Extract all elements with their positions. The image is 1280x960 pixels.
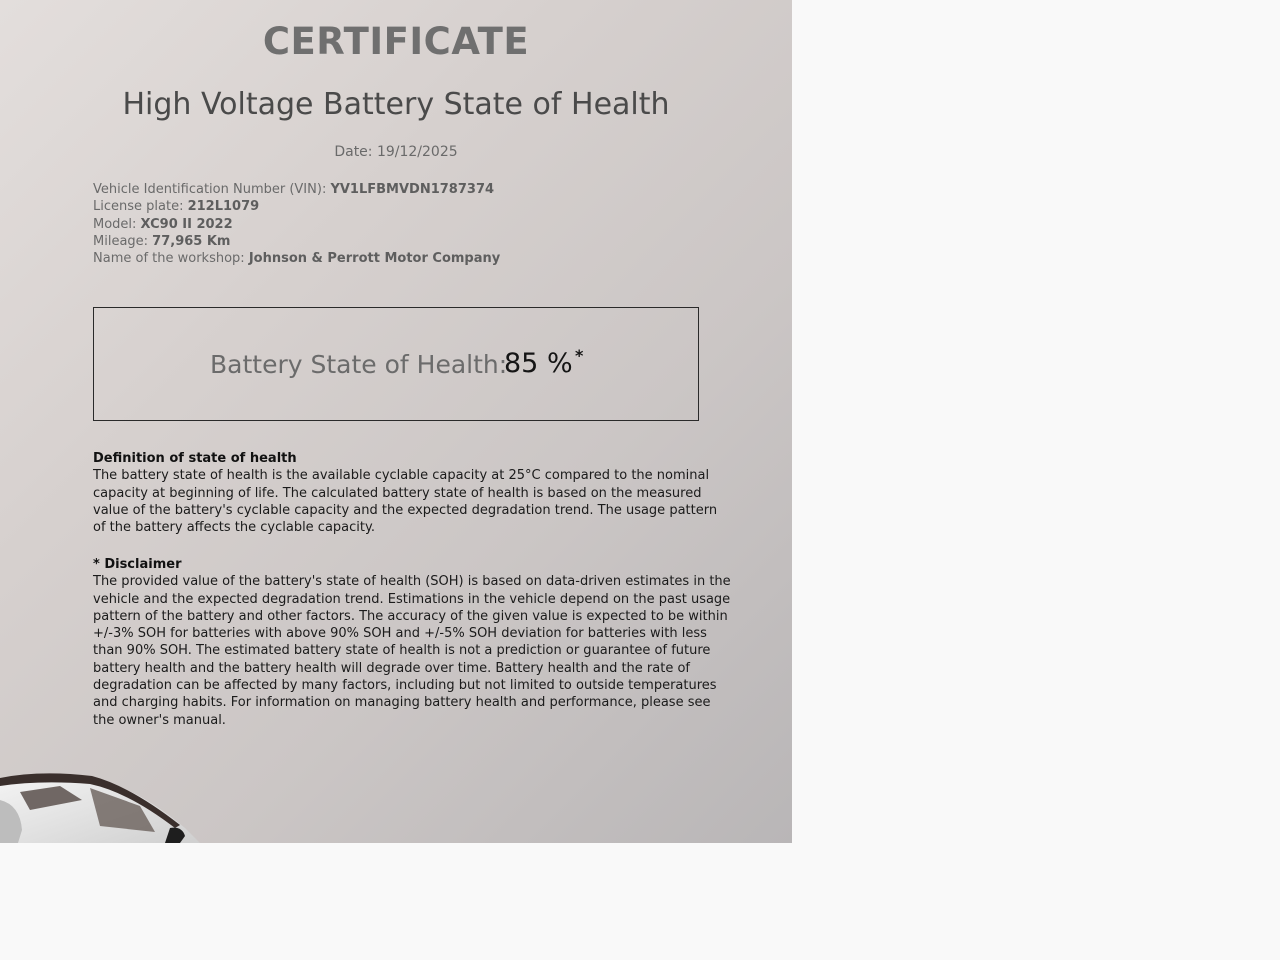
definition-heading: Definition of state of health — [93, 451, 297, 466]
car-image — [0, 770, 230, 843]
definition-section — [93, 450, 733, 536]
disclaimer-body: The provided value of the battery's state of health (SOH) is based on data-driven estimates in the vehicle and the expected degradation trend. Estimations in the vehicle depend on the past usage pattern of the battery and other factors. The accuracy of the given value is expected to be within +/-3% SOH for batteries with above 90% SOH and +/-5% SOH deviation for batteries with less than 90% SOH. The estimated battery state of health is not a prediction or guarantee of future battery health and the battery health will degrade over time. Battery health and the rate of degradation can be affected by many factors, including but not limited to outside temperatures and charging habits. For information on managing battery health and performance, please see the owner's manual. — [93, 574, 731, 728]
definition-body: The battery state of health is the available cyclable capacity at 25°C compared to the nominal capacity at beginning of life. The calculated battery state of health is based on the measured value of the battery's cyclable capacity and the expected degradation trend. The usage pattern of the battery affects the cyclable capacity. — [93, 468, 718, 536]
workshop-row — [93, 250, 500, 267]
soh-footnote-mark: * — [575, 346, 584, 365]
model-label: Model: — [93, 216, 141, 232]
plate-value: 212L1079 — [187, 199, 260, 215]
vehicle-info — [93, 181, 500, 267]
plate-label: License plate: — [93, 199, 188, 215]
certificate-title: CERTIFICATE — [262, 20, 530, 63]
certificate-date: Date: 19/12/2025 — [334, 144, 458, 160]
mileage-label: Mileage: — [93, 233, 153, 249]
soh-label: Battery State of Health: — [210, 350, 508, 379]
mileage-row — [93, 233, 500, 250]
vin-value: YV1LFBMVDN1787374 — [330, 182, 495, 197]
certificate-subtitle: High Voltage Battery State of Health — [122, 87, 670, 122]
workshop-label: Name of the workshop: — [93, 251, 249, 267]
mileage-value: 77,965 Km — [152, 233, 231, 249]
vin-label: Vehicle Identification Number (VIN): — [93, 182, 331, 197]
disclaimer-heading: * Disclaimer — [93, 557, 182, 572]
model-row — [93, 216, 500, 233]
workshop-value: Johnson & Perrott Motor Company — [248, 251, 501, 267]
plate-row — [93, 198, 500, 215]
model-value: XC90 II 2022 — [140, 216, 233, 232]
soh-value: 85 % — [504, 348, 573, 379]
disclaimer-section — [93, 556, 733, 729]
vin-row — [93, 181, 500, 198]
soh-box — [93, 307, 699, 421]
